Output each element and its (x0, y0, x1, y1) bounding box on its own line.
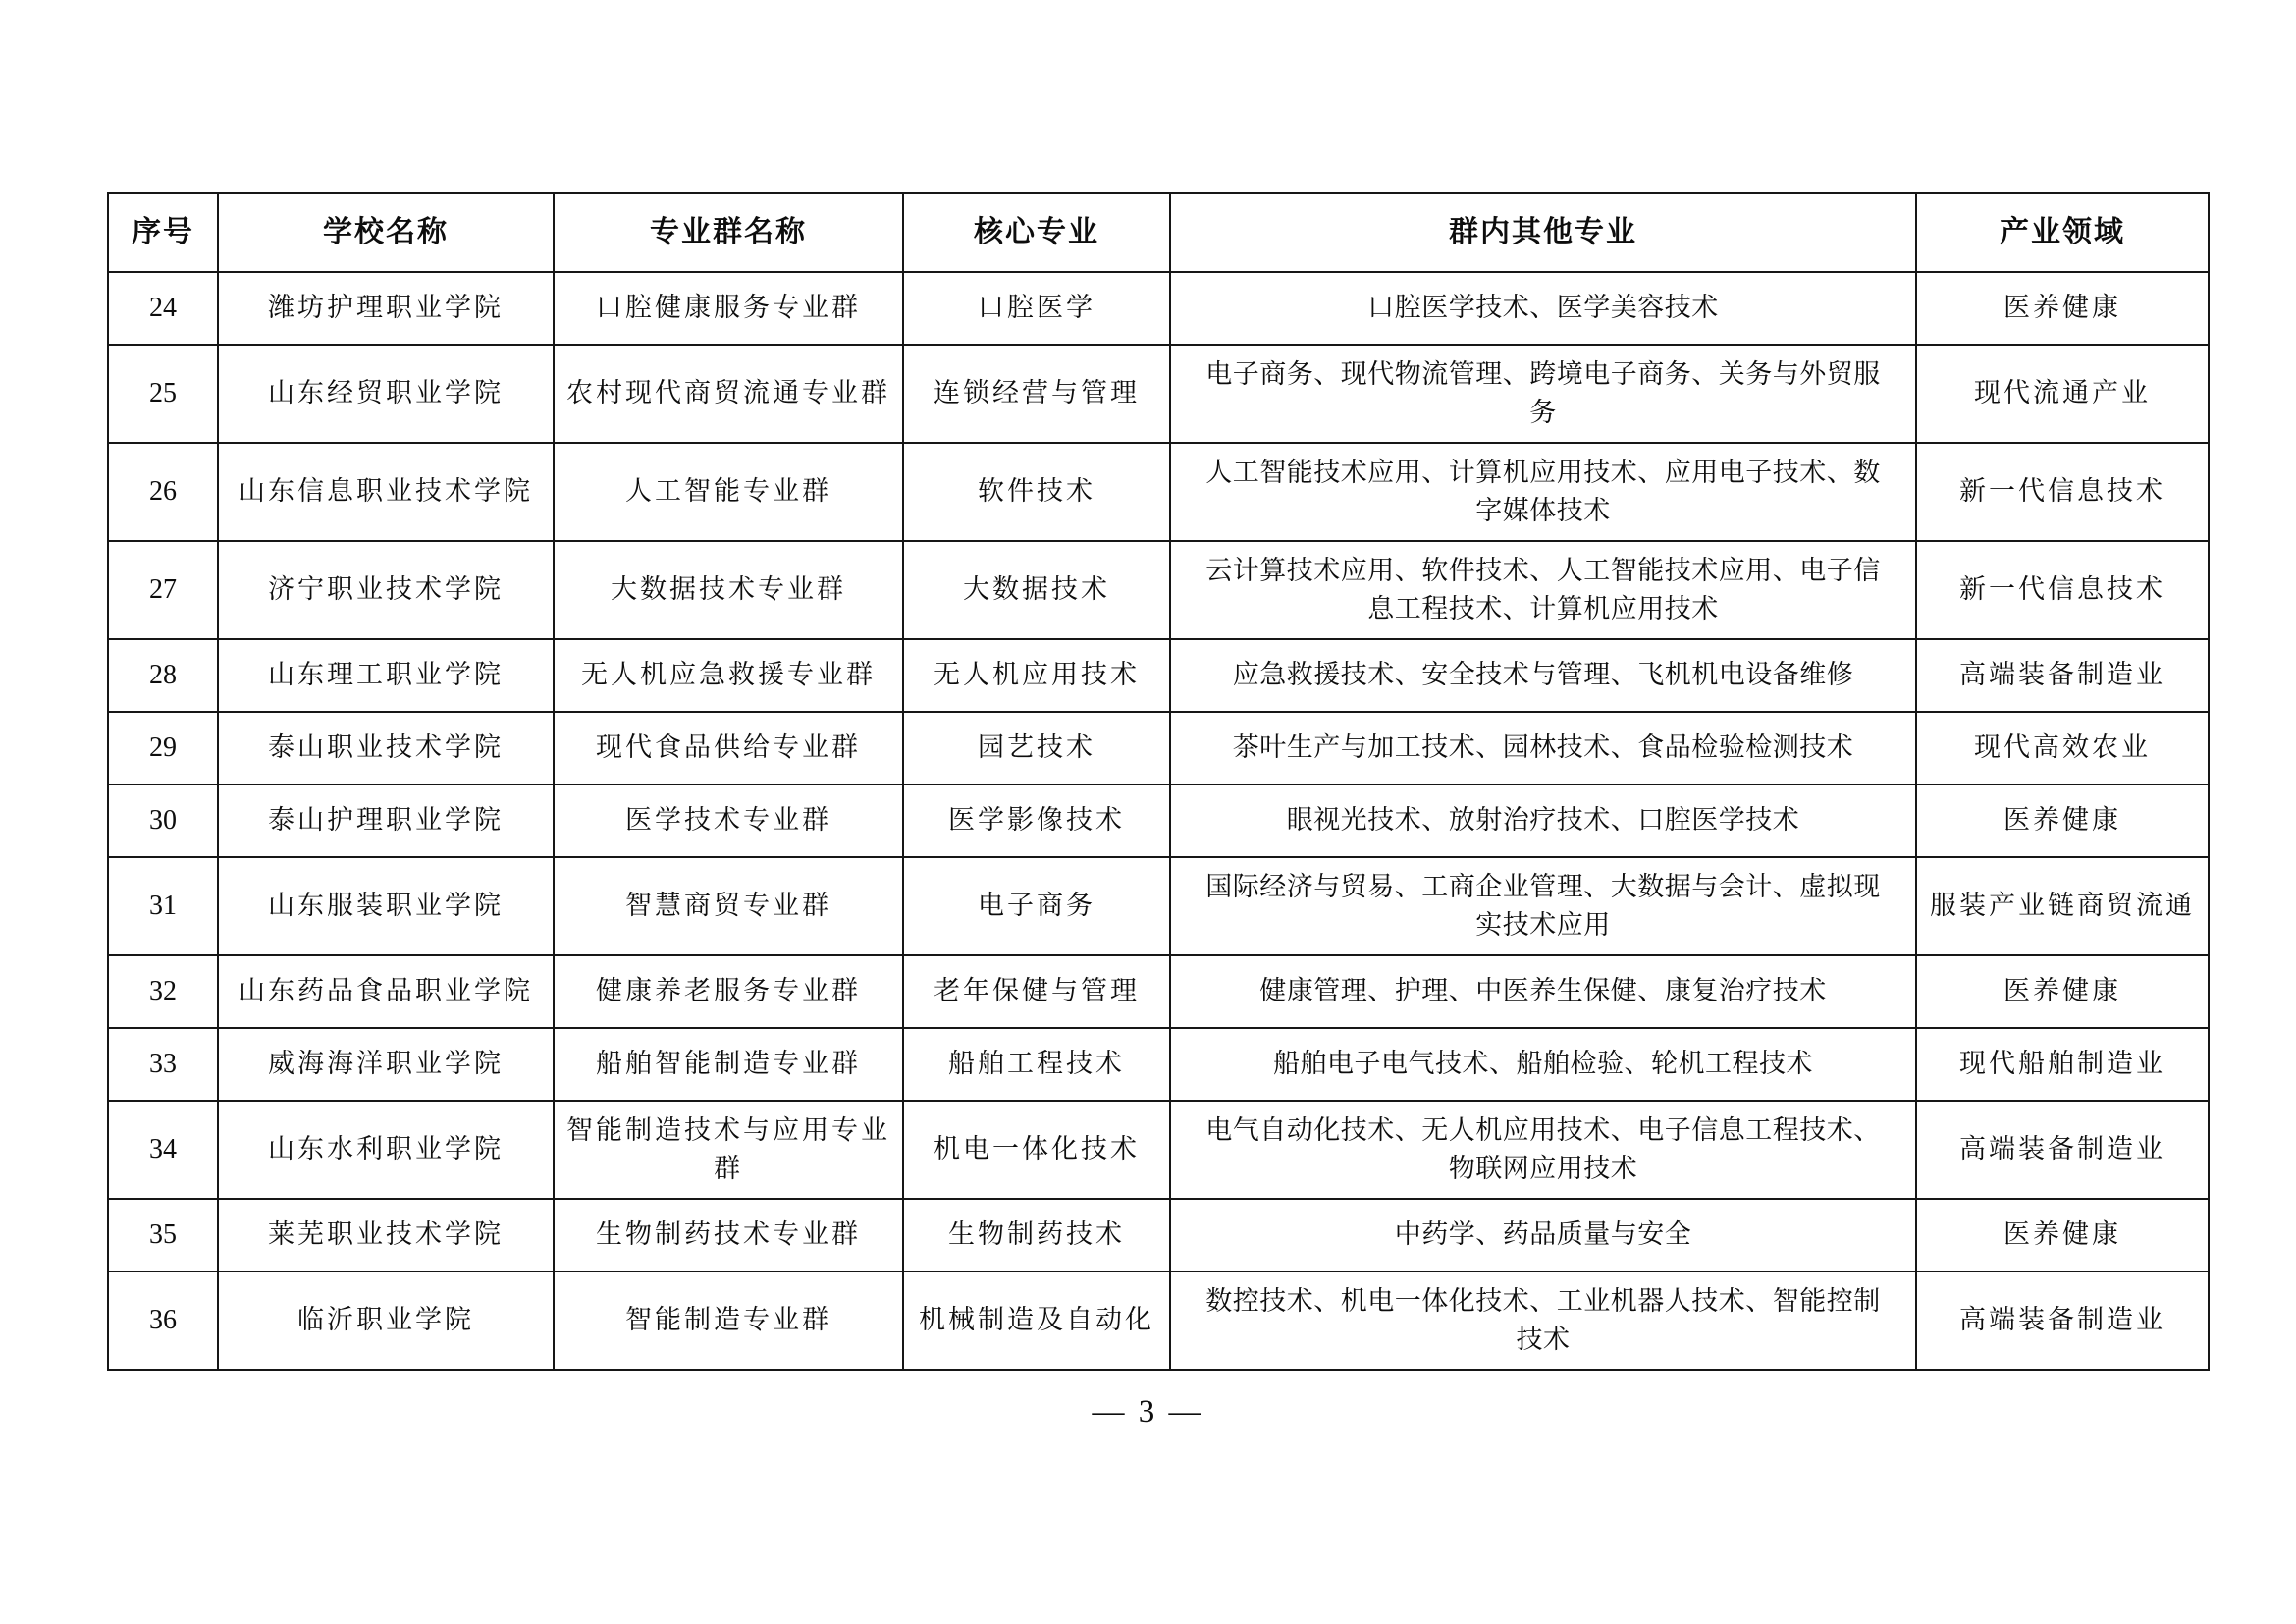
cell-core: 无人机应用技术 (903, 639, 1170, 712)
cell-group: 口腔健康服务专业群 (554, 272, 903, 345)
column-header-industry: 产业领域 (1916, 193, 2209, 272)
cell-group: 智能制造专业群 (554, 1272, 903, 1370)
cell-core: 生物制药技术 (903, 1199, 1170, 1272)
cell-industry: 高端装备制造业 (1916, 1272, 2209, 1370)
cell-core: 医学影像技术 (903, 785, 1170, 857)
cell-school: 山东信息职业技术学院 (218, 443, 554, 541)
table-row (108, 541, 2209, 639)
cell-others: 人工智能技术应用、计算机应用技术、应用电子技术、数字媒体技术 (1170, 443, 1916, 541)
cell-core: 船舶工程技术 (903, 1028, 1170, 1101)
cell-group: 无人机应急救援专业群 (554, 639, 903, 712)
cell-industry: 医养健康 (1916, 785, 2209, 857)
cell-others: 中药学、药品质量与安全 (1170, 1199, 1916, 1272)
page-number: — 3 — (1092, 1394, 1204, 1430)
cell-others: 国际经济与贸易、工商企业管理、大数据与会计、虚拟现实技术应用 (1170, 857, 1916, 955)
cell-no: 24 (108, 272, 218, 345)
column-header-core: 核心专业 (903, 193, 1170, 272)
cell-school: 威海海洋职业学院 (218, 1028, 554, 1101)
cell-group: 医学技术专业群 (554, 785, 903, 857)
cell-group: 智能制造技术与应用专业群 (554, 1101, 903, 1199)
cell-school: 临沂职业学院 (218, 1272, 554, 1370)
cell-group: 智慧商贸专业群 (554, 857, 903, 955)
cell-no: 32 (108, 955, 218, 1028)
cell-others: 电子商务、现代物流管理、跨境电子商务、关务与外贸服务 (1170, 345, 1916, 443)
cell-core: 口腔医学 (903, 272, 1170, 345)
cell-group: 生物制药技术专业群 (554, 1199, 903, 1272)
cell-school: 山东理工职业学院 (218, 639, 554, 712)
cell-industry: 现代流通产业 (1916, 345, 2209, 443)
majors-table (107, 192, 2210, 1371)
cell-no: 35 (108, 1199, 218, 1272)
cell-industry: 新一代信息技术 (1916, 541, 2209, 639)
cell-no: 31 (108, 857, 218, 955)
cell-group: 现代食品供给专业群 (554, 712, 903, 785)
cell-group: 大数据技术专业群 (554, 541, 903, 639)
cell-industry: 现代船舶制造业 (1916, 1028, 2209, 1101)
cell-industry: 新一代信息技术 (1916, 443, 2209, 541)
column-header-school: 学校名称 (218, 193, 554, 272)
cell-others: 船舶电子电气技术、船舶检验、轮机工程技术 (1170, 1028, 1916, 1101)
table-row (108, 1199, 2209, 1272)
cell-no: 30 (108, 785, 218, 857)
cell-group: 健康养老服务专业群 (554, 955, 903, 1028)
cell-group: 人工智能专业群 (554, 443, 903, 541)
cell-core: 电子商务 (903, 857, 1170, 955)
cell-no: 36 (108, 1272, 218, 1370)
cell-school: 山东经贸职业学院 (218, 345, 554, 443)
cell-school: 莱芜职业技术学院 (218, 1199, 554, 1272)
cell-core: 老年保健与管理 (903, 955, 1170, 1028)
cell-school: 潍坊护理职业学院 (218, 272, 554, 345)
cell-group: 农村现代商贸流通专业群 (554, 345, 903, 443)
cell-others: 口腔医学技术、医学美容技术 (1170, 272, 1916, 345)
cell-no: 27 (108, 541, 218, 639)
table-row (108, 857, 2209, 955)
cell-no: 33 (108, 1028, 218, 1101)
cell-school: 山东服装职业学院 (218, 857, 554, 955)
table-row (108, 272, 2209, 345)
cell-industry: 医养健康 (1916, 272, 2209, 345)
table-row (108, 639, 2209, 712)
cell-core: 机电一体化技术 (903, 1101, 1170, 1199)
cell-no: 26 (108, 443, 218, 541)
cell-core: 连锁经营与管理 (903, 345, 1170, 443)
table-row (108, 1272, 2209, 1370)
column-header-group: 专业群名称 (554, 193, 903, 272)
cell-industry: 医养健康 (1916, 1199, 2209, 1272)
cell-core: 软件技术 (903, 443, 1170, 541)
column-header-others: 群内其他专业 (1170, 193, 1916, 272)
table-row (108, 345, 2209, 443)
cell-school: 山东药品食品职业学院 (218, 955, 554, 1028)
table-row (108, 955, 2209, 1028)
column-header-no: 序号 (108, 193, 218, 272)
cell-industry: 服装产业链商贸流通 (1916, 857, 2209, 955)
cell-others: 电气自动化技术、无人机应用技术、电子信息工程技术、物联网应用技术 (1170, 1101, 1916, 1199)
table-row (108, 1028, 2209, 1101)
cell-school: 泰山职业技术学院 (218, 712, 554, 785)
table-row (108, 712, 2209, 785)
cell-others: 茶叶生产与加工技术、园林技术、食品检验检测技术 (1170, 712, 1916, 785)
cell-core: 园艺技术 (903, 712, 1170, 785)
table-row (108, 1101, 2209, 1199)
cell-no: 25 (108, 345, 218, 443)
cell-group: 船舶智能制造专业群 (554, 1028, 903, 1101)
cell-industry: 高端装备制造业 (1916, 639, 2209, 712)
cell-core: 机械制造及自动化 (903, 1272, 1170, 1370)
cell-others: 数控技术、机电一体化技术、工业机器人技术、智能控制技术 (1170, 1272, 1916, 1370)
table-row (108, 443, 2209, 541)
table-row (108, 785, 2209, 857)
cell-others: 云计算技术应用、软件技术、人工智能技术应用、电子信息工程技术、计算机应用技术 (1170, 541, 1916, 639)
cell-school: 山东水利职业学院 (218, 1101, 554, 1199)
cell-industry: 现代高效农业 (1916, 712, 2209, 785)
cell-industry: 高端装备制造业 (1916, 1101, 2209, 1199)
cell-school: 泰山护理职业学院 (218, 785, 554, 857)
table-header-row (108, 193, 2209, 272)
cell-others: 健康管理、护理、中医养生保健、康复治疗技术 (1170, 955, 1916, 1028)
cell-others: 应急救援技术、安全技术与管理、飞机机电设备维修 (1170, 639, 1916, 712)
cell-no: 28 (108, 639, 218, 712)
cell-no: 29 (108, 712, 218, 785)
cell-school: 济宁职业技术学院 (218, 541, 554, 639)
cell-others: 眼视光技术、放射治疗技术、口腔医学技术 (1170, 785, 1916, 857)
cell-core: 大数据技术 (903, 541, 1170, 639)
cell-industry: 医养健康 (1916, 955, 2209, 1028)
cell-no: 34 (108, 1101, 218, 1199)
